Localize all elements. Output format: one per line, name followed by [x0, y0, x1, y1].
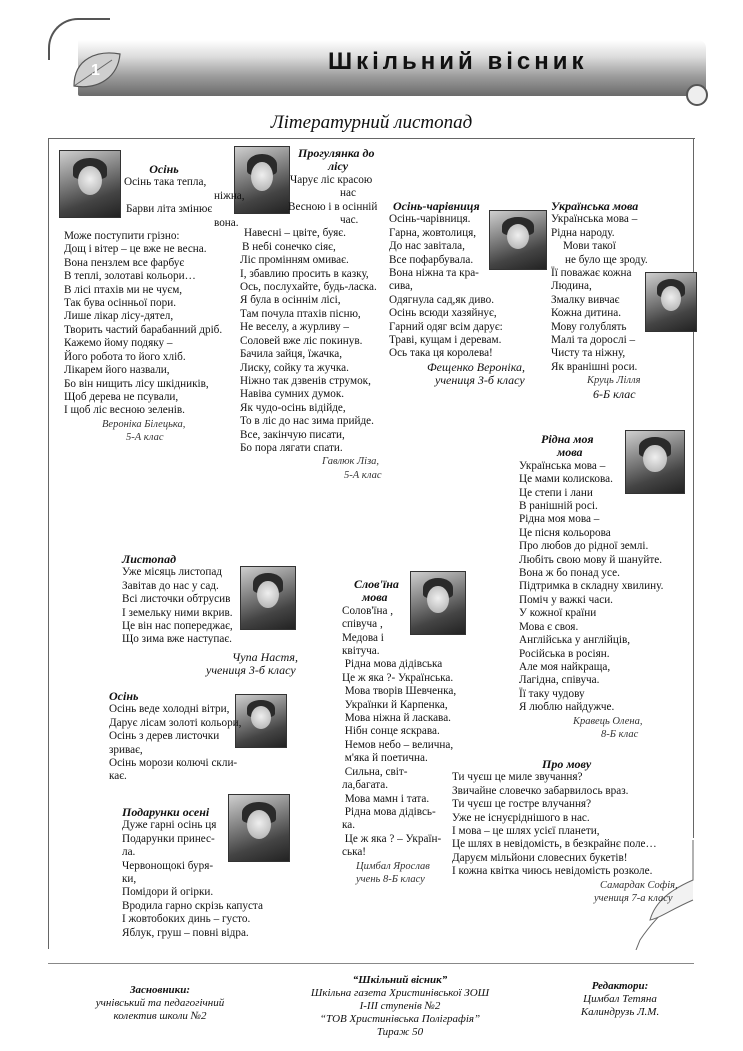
poem-ukr-mova: [551, 200, 691, 401]
poem-line: Бо пора лягати спати.: [240, 441, 343, 454]
poem-line: Це він нас попереджає,: [122, 620, 233, 633]
issue-number: 1: [91, 62, 100, 79]
poem-line: Барви літа змінює: [126, 203, 213, 216]
poem-line: кає.: [109, 770, 127, 783]
footer-editors: [555, 980, 685, 1019]
poem-line: Медова і: [342, 631, 384, 644]
poem-line: І кожна квітка чиюсь невідомість розколе.: [452, 865, 653, 878]
poem-line: Мови такої: [563, 240, 616, 253]
poem-osin-bilecka: [64, 162, 245, 445]
poem-line: Солов'їна ,: [342, 604, 394, 617]
poem-line: Рідна народу.: [551, 226, 615, 239]
poem-line: Чарує ліс красою: [290, 173, 373, 186]
poem-line: вона.: [214, 216, 239, 229]
poem-line: Соловей вже ліс покинув.: [240, 334, 363, 347]
poem-line: Це шлях в невідомість, в безкрайнє поле…: [452, 838, 657, 851]
poem-line: Дощ і вітер – це вже не весна.: [64, 243, 207, 256]
poem-line: не було ще зроду.: [565, 253, 648, 266]
poem-line: Може поступити грізно:: [64, 230, 180, 243]
poem-line: Англійська у англійців,: [519, 634, 631, 647]
poem-line: Вродила гарно скрізь капуста: [122, 899, 263, 912]
poem-line: Рідна мова дідівсь-: [342, 805, 436, 818]
poem-line: Дарує лісам золоті кольори,: [109, 716, 242, 729]
poem-line: Уже не існуєріднішого в нас.: [452, 811, 590, 824]
publication-heading: “Шкільний вісник”: [352, 974, 448, 986]
poem-line: Але моя найкраща,: [519, 660, 611, 673]
poem-author: Гавлюк Ліза,: [322, 456, 380, 468]
poem-line: Лагідна, співуча.: [519, 674, 600, 687]
poem-line: ла.: [122, 846, 136, 859]
poem-solovyina: [342, 578, 462, 886]
poem-title: Прогулянка до: [298, 146, 375, 160]
poem-line: Осінь веде холодні вітри,: [109, 703, 230, 716]
poem-line: Бо він нищить лісу шкідників,: [64, 377, 209, 390]
poem-line: квітуча.: [342, 645, 380, 658]
poem-line: Даруєм мільйони словесних букетів!: [452, 851, 628, 864]
founders-heading: Засновники:: [129, 984, 191, 996]
poem-line: Мова є своя.: [519, 620, 579, 633]
poem-title: мова: [557, 445, 583, 460]
poem-line: Кажемо йому подяку –: [64, 337, 173, 350]
poem-pro-movu: [452, 758, 690, 905]
frame-edge: [693, 138, 694, 838]
poem-line: Осінь-чарівниця.: [389, 213, 471, 226]
poem-line: Мова ніжна й ласкава.: [342, 712, 451, 725]
poem-line: В лісі птахів ми не чуєм,: [64, 283, 183, 296]
poem-line: Все пофарбувала.: [389, 253, 474, 266]
poem-author: Круць Лілля: [587, 375, 641, 387]
poem-line: Щоб дерева не псували,: [64, 390, 179, 403]
poem-line: Підтримка в складну хвилину.: [519, 580, 664, 593]
poem-line: Вона ж бо понад усе.: [519, 567, 620, 580]
poem-line: Поміч у важкі часи.: [519, 593, 613, 606]
editors-heading: Редактори:: [591, 980, 649, 992]
poem-title: мова: [362, 590, 388, 605]
poem-class: 5-А клас: [344, 469, 382, 481]
poem-line: Я була в осіннім лісі,: [240, 294, 341, 307]
poem-line: Вона ніжна та кра-: [389, 267, 479, 280]
poem-line: Там почула птахів пісню,: [240, 307, 361, 320]
poem-line: До нас завітала,: [389, 240, 465, 253]
poem-title: Українська мова: [551, 199, 639, 213]
poem-line: Ти чуєш це гостре влучання?: [452, 798, 592, 811]
poem-line: І земельку ними вкрив.: [122, 606, 233, 619]
poem-line: Чисту та ніжну,: [551, 347, 626, 360]
poem-class: учениця 3-б класу: [435, 373, 525, 388]
poem-line: У кожної країни: [519, 607, 597, 620]
poem-line: Весною і в осінній: [288, 200, 378, 213]
poem-line: В теплі, золотаві кольори…: [64, 270, 196, 283]
poem-title: Осінь: [149, 162, 179, 176]
poem-line: Мова творів Шевченка,: [342, 685, 457, 698]
poem-author: Чупа Настя,: [232, 649, 298, 664]
publication-text: І-ІІІ ступенів №2: [359, 1000, 441, 1012]
poem-line: Це ж яка ?- Українська.: [342, 671, 454, 684]
poem-line: Це ж яка ? – Україн-: [342, 832, 442, 845]
poem-line: Осінь всюди хазяйнує,: [389, 307, 497, 320]
poem-author: Кравець Олена,: [573, 715, 643, 727]
poem-line: В ранішній росі.: [519, 500, 598, 513]
poem-line: зриває,: [109, 743, 143, 756]
poem-line: Траві, кущам і деревам.: [389, 334, 502, 347]
poem-lystopad: [122, 553, 307, 678]
poem-line: Українська мова –: [551, 213, 638, 226]
poem-line: Це мами колискова.: [519, 473, 613, 486]
poem-line: Про любов до рідної землі.: [519, 540, 649, 553]
poem-line: Що зима вже наступає.: [122, 633, 232, 646]
poem-line: ка.: [342, 819, 356, 832]
publication-text: Тираж 50: [376, 1026, 424, 1038]
poem-line: Подарунки принес-: [122, 832, 215, 845]
poem-title: Осінь: [109, 689, 139, 703]
poem-line: Любіть свою мову й шануйте.: [519, 553, 663, 566]
poem-line: нас: [340, 187, 356, 200]
poem-line: Українки й Карпенка,: [342, 698, 448, 711]
poem-title: Осінь-чарівниця: [393, 199, 480, 213]
poem-ridna-mova: [519, 433, 689, 741]
poem-line: м'яка й поетична.: [342, 752, 428, 765]
poem-line: І жовтобоких динь – густо.: [122, 913, 251, 926]
poem-line: Ось, послухайте, будь-ласка.: [240, 281, 377, 294]
poem-line: В небі сонечко сіяє,: [242, 240, 336, 253]
poem-line: Я люблю найдужче.: [519, 701, 615, 714]
poem-line: Як чудо-осінь відійде,: [240, 401, 346, 414]
poem-osin-2: [109, 690, 249, 784]
poem-line: Ти чуєш це миле звучання?: [452, 771, 583, 784]
footer-divider: [48, 963, 694, 964]
poem-line: Всі листочки обтрусив: [122, 593, 231, 606]
poem-line: Навіва сумних думок.: [240, 388, 345, 401]
poem-class: учень 8-Б класу: [356, 873, 425, 885]
poem-line: Осінь з дерев листочки: [109, 730, 220, 743]
poem-line: Малі та дорослі –: [551, 334, 636, 347]
poem-line: Гарний одяг всім дарує:: [389, 320, 503, 333]
poem-author: Самардак Софія,: [600, 879, 678, 891]
poem-line: Завітав до нас у сад.: [122, 579, 219, 592]
poem-line: Осінь така тепла,: [124, 176, 207, 189]
poem-line: Рідна моя мова –: [519, 513, 600, 526]
poem-line: співуча ,: [342, 618, 383, 631]
poem-title: Рідна моя: [541, 432, 594, 446]
poem-line: Червонощокі буря-: [122, 859, 214, 872]
poem-line: Ось така ця королева!: [389, 347, 493, 360]
poem-line: час.: [340, 214, 359, 227]
poem-line: Творить частий барабанний дріб.: [64, 323, 223, 336]
poem-line: Вона пензлем все фарбує: [64, 256, 185, 269]
poem-author: Цимбал Ярослав: [356, 860, 430, 872]
poem-line: Рідна мова дідівська: [342, 658, 443, 671]
poem-class: 6-Б клас: [593, 386, 636, 401]
poem-line: Ліс промінням омиває.: [240, 254, 349, 267]
poem-author: Фещенко Вероніка,: [427, 359, 526, 374]
editors-text: Цимбал Тетяна: [583, 993, 657, 1005]
poem-author: Вероніка Білецька,: [102, 418, 186, 430]
poem-line: Змалку вивчає: [551, 293, 620, 306]
poem-line: Її таку чудову: [519, 687, 585, 700]
scroll-end-decoration: [686, 84, 708, 106]
poem-line: Осінь морози колючі скли-: [109, 757, 238, 770]
footer-publication: [290, 974, 510, 1039]
poem-title: Листопад: [122, 552, 177, 566]
poem-line: Сильна, світ-: [342, 765, 408, 778]
poem-line: Це пісня кольорова: [519, 526, 611, 539]
poem-line: Лиску, сойку та жучка.: [240, 361, 349, 374]
poem-title: Про мову: [542, 757, 592, 771]
poem-charivnytsya: [389, 200, 539, 388]
poem-line: Помідори й огірки.: [122, 886, 214, 899]
founders-text: колектив школи №2: [113, 1010, 207, 1022]
poem-line: Дуже гарні осінь ця: [122, 819, 217, 832]
poem-line: Його робота то його хліб.: [64, 350, 186, 363]
poem-line: Її поважає кожна: [551, 267, 632, 280]
poem-title: Подарунки осені: [122, 805, 210, 819]
poem-line: Кожна дитина.: [551, 307, 622, 320]
poem-line: ла,багата.: [342, 779, 389, 792]
poem-line: Мова мамн і тата.: [342, 792, 430, 805]
poem-title: Слов'їна: [354, 577, 399, 591]
poem-class: 5-А клас: [126, 432, 164, 444]
publication-text: Шкільна газета Христинівської ЗОШ: [310, 987, 490, 999]
section-title: Літературний листопад: [270, 112, 473, 133]
footer-founders: [60, 984, 260, 1023]
poem-line: Гарна, жовтолиця,: [389, 226, 477, 239]
poem-line: Як вранішні роси.: [551, 360, 638, 373]
poem-line: ніжна,: [214, 189, 245, 202]
poem-line: Немов небо – велична,: [342, 738, 454, 751]
poem-line: Українська мова –: [519, 459, 606, 472]
poem-line: Так бува осінньої пори.: [64, 297, 176, 310]
poem-progulyanka: [240, 147, 400, 482]
poem-line: Мову голублять: [551, 320, 627, 333]
poem-line: Уже місяць листопад: [122, 566, 222, 579]
poem-line: Лікарем його назвали,: [64, 364, 170, 377]
poem-line: І щоб ліс весною зеленів.: [64, 404, 185, 417]
poem-line: Ніжно так дзвенів струмок,: [240, 374, 371, 387]
poem-class: учениця 3-б класу: [206, 663, 296, 678]
poem-line: Не веселу, а журливу –: [240, 321, 350, 334]
poem-line: То в ліс до нас зима прийде.: [240, 415, 374, 428]
poem-line: Одягнула сад,як диво.: [389, 293, 495, 306]
poem-line: Нібн сонце яскрава.: [342, 725, 440, 738]
poem-line: Яблук, груш – повні відра.: [122, 926, 249, 939]
poem-line: Все, закінчую писати,: [240, 428, 345, 441]
poem-line: сива,: [389, 280, 413, 293]
poem-line: Звичайне словечко забарвилось враз.: [452, 784, 629, 797]
poem-line: Людина,: [551, 280, 592, 293]
poem-class: учениця 7-а класу: [594, 893, 673, 905]
poem-line: Лише лікар лісу-дятел,: [64, 310, 174, 323]
founders-text: учнівський та педагогічний: [95, 997, 225, 1009]
poem-line: Це степи і лани: [519, 486, 593, 499]
poem-podarunky: [122, 806, 282, 940]
newspaper-title: Шкільний вісник: [328, 48, 588, 75]
poem-line: ки,: [122, 873, 137, 886]
header-banner: [48, 18, 698, 106]
editors-text: Калиндрузь Л.М.: [580, 1006, 660, 1018]
poem-line: Бачила зайця, їжачка,: [240, 348, 343, 361]
poem-class: 8-Б клас: [601, 728, 639, 740]
poem-line: І мова – це шлях усієї планети,: [452, 825, 600, 838]
publication-text: “ТОВ Христинівська Поліграфія”: [319, 1013, 481, 1025]
poem-line: І, збавлию просить в казку,: [240, 267, 369, 280]
poem-line: Навесні – цвіте, буяє.: [244, 227, 346, 240]
poem-title: лісу: [328, 159, 349, 174]
poem-line: Російська в росіян.: [519, 647, 610, 660]
poem-line: ська!: [342, 846, 367, 859]
